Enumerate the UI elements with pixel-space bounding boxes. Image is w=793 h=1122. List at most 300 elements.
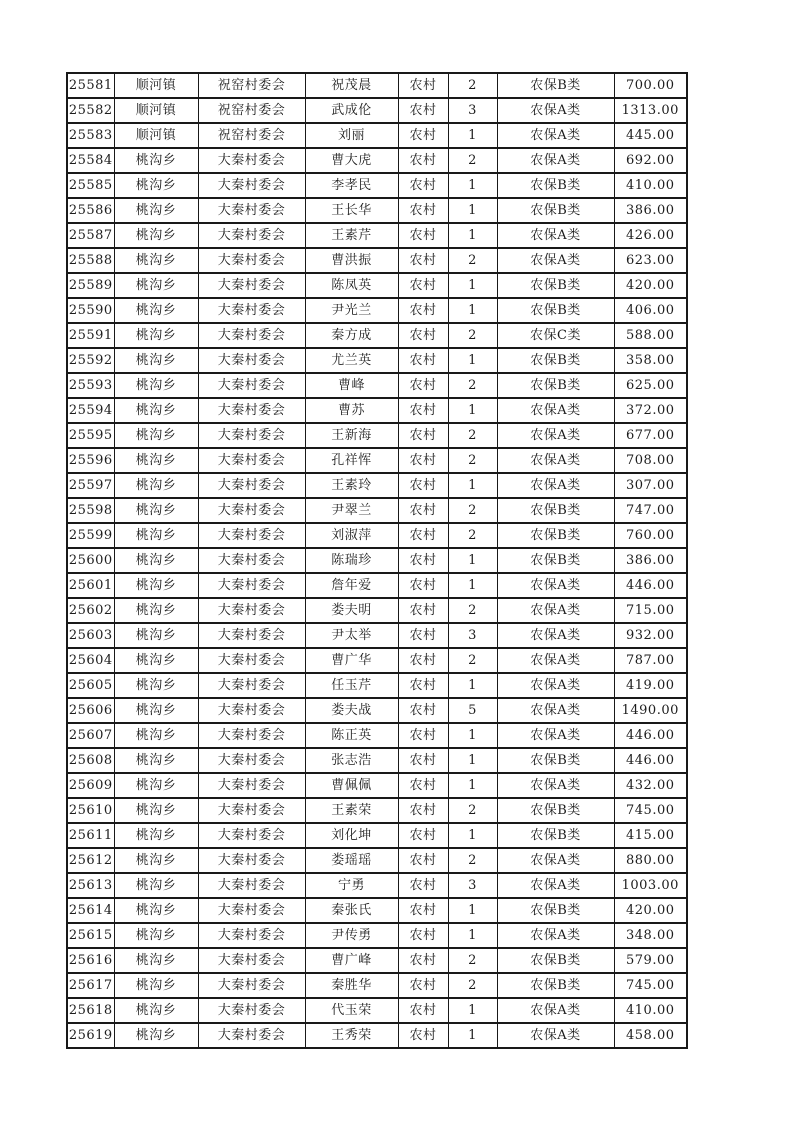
table-row	[67, 748, 687, 773]
cell-amount: 348.00	[614, 923, 687, 948]
cell-name: 陈瑞珍	[305, 548, 398, 573]
cell-category: 农保A类	[497, 923, 614, 948]
cell-category: 农保B类	[497, 898, 614, 923]
cell-count: 1	[448, 348, 497, 373]
cell-residence: 农村	[398, 448, 448, 473]
cell-residence: 农村	[398, 148, 448, 173]
cell-town: 桃沟乡	[114, 823, 198, 848]
cell-id: 25605	[67, 673, 114, 698]
cell-residence: 农村	[398, 898, 448, 923]
cell-id: 25594	[67, 398, 114, 423]
table-row	[67, 698, 687, 723]
table-row	[67, 298, 687, 323]
cell-residence: 农村	[398, 498, 448, 523]
cell-village: 大秦村委会	[198, 873, 305, 898]
table-row	[67, 498, 687, 523]
cell-village: 大秦村委会	[198, 548, 305, 573]
cell-category: 农保A类	[497, 448, 614, 473]
cell-name: 陈正英	[305, 723, 398, 748]
cell-town: 桃沟乡	[114, 548, 198, 573]
cell-residence: 农村	[398, 748, 448, 773]
cell-category: 农保B类	[497, 173, 614, 198]
cell-village: 祝窑村委会	[198, 98, 305, 123]
cell-count: 2	[448, 73, 497, 98]
cell-residence: 农村	[398, 398, 448, 423]
cell-village: 大秦村委会	[198, 223, 305, 248]
cell-amount: 745.00	[614, 973, 687, 998]
cell-amount: 787.00	[614, 648, 687, 673]
cell-amount: 415.00	[614, 823, 687, 848]
cell-category: 农保A类	[497, 673, 614, 698]
cell-name: 曹广华	[305, 648, 398, 673]
cell-town: 桃沟乡	[114, 523, 198, 548]
cell-count: 3	[448, 873, 497, 898]
cell-name: 曹峰	[305, 373, 398, 398]
cell-amount: 386.00	[614, 548, 687, 573]
cell-name: 曹广峰	[305, 948, 398, 973]
cell-amount: 406.00	[614, 298, 687, 323]
table-row	[67, 898, 687, 923]
cell-category: 农保B类	[497, 348, 614, 373]
cell-category: 农保B类	[497, 798, 614, 823]
cell-count: 1	[448, 273, 497, 298]
cell-category: 农保B类	[497, 73, 614, 98]
cell-category: 农保B类	[497, 973, 614, 998]
cell-village: 大秦村委会	[198, 698, 305, 723]
cell-amount: 358.00	[614, 348, 687, 373]
cell-village: 大秦村委会	[198, 323, 305, 348]
cell-count: 1	[448, 473, 497, 498]
table-row	[67, 648, 687, 673]
cell-id: 25608	[67, 748, 114, 773]
cell-town: 桃沟乡	[114, 623, 198, 648]
cell-amount: 410.00	[614, 173, 687, 198]
cell-category: 农保A类	[497, 623, 614, 648]
cell-count: 2	[448, 448, 497, 473]
cell-count: 1	[448, 823, 497, 848]
cell-count: 1	[448, 173, 497, 198]
cell-amount: 420.00	[614, 898, 687, 923]
cell-name: 曹佩佩	[305, 773, 398, 798]
cell-count: 2	[448, 598, 497, 623]
cell-village: 大秦村委会	[198, 598, 305, 623]
cell-village: 大秦村委会	[198, 973, 305, 998]
cell-residence: 农村	[398, 948, 448, 973]
cell-village: 大秦村委会	[198, 148, 305, 173]
table-row	[67, 373, 687, 398]
cell-village: 大秦村委会	[198, 723, 305, 748]
cell-town: 桃沟乡	[114, 273, 198, 298]
cell-id: 25583	[67, 123, 114, 148]
cell-amount: 372.00	[614, 398, 687, 423]
table-row	[67, 223, 687, 248]
table-row	[67, 348, 687, 373]
records-table-body	[67, 73, 687, 1048]
cell-town: 桃沟乡	[114, 948, 198, 973]
table-row	[67, 798, 687, 823]
cell-name: 尤兰英	[305, 348, 398, 373]
table-row	[67, 948, 687, 973]
cell-amount: 1003.00	[614, 873, 687, 898]
cell-village: 大秦村委会	[198, 798, 305, 823]
cell-amount: 446.00	[614, 723, 687, 748]
cell-town: 桃沟乡	[114, 223, 198, 248]
cell-residence: 农村	[398, 548, 448, 573]
cell-residence: 农村	[398, 598, 448, 623]
cell-category: 农保A类	[497, 1023, 614, 1048]
cell-id: 25585	[67, 173, 114, 198]
cell-residence: 农村	[398, 73, 448, 98]
table-row	[67, 873, 687, 898]
cell-id: 25604	[67, 648, 114, 673]
cell-id: 25616	[67, 948, 114, 973]
cell-village: 大秦村委会	[198, 648, 305, 673]
cell-category: 农保A类	[497, 698, 614, 723]
cell-residence: 农村	[398, 423, 448, 448]
cell-id: 25596	[67, 448, 114, 473]
cell-name: 尹翠兰	[305, 498, 398, 523]
cell-category: 农保B类	[497, 948, 614, 973]
cell-id: 25610	[67, 798, 114, 823]
table-row	[67, 573, 687, 598]
cell-name: 王新海	[305, 423, 398, 448]
cell-amount: 307.00	[614, 473, 687, 498]
cell-id: 25592	[67, 348, 114, 373]
cell-id: 25607	[67, 723, 114, 748]
cell-residence: 农村	[398, 798, 448, 823]
cell-id: 25586	[67, 198, 114, 223]
cell-category: 农保A类	[497, 723, 614, 748]
cell-village: 大秦村委会	[198, 573, 305, 598]
cell-name: 尹太举	[305, 623, 398, 648]
cell-count: 1	[448, 773, 497, 798]
cell-name: 张志浩	[305, 748, 398, 773]
cell-residence: 农村	[398, 848, 448, 873]
table-row	[67, 723, 687, 748]
cell-town: 桃沟乡	[114, 298, 198, 323]
cell-village: 大秦村委会	[198, 948, 305, 973]
cell-name: 王素芹	[305, 223, 398, 248]
cell-residence: 农村	[398, 998, 448, 1023]
cell-id: 25600	[67, 548, 114, 573]
cell-residence: 农村	[398, 98, 448, 123]
cell-amount: 625.00	[614, 373, 687, 398]
cell-id: 25584	[67, 148, 114, 173]
cell-count: 3	[448, 98, 497, 123]
cell-town: 桃沟乡	[114, 348, 198, 373]
cell-residence: 农村	[398, 223, 448, 248]
cell-name: 刘丽	[305, 123, 398, 148]
cell-town: 桃沟乡	[114, 1023, 198, 1048]
cell-count: 1	[448, 923, 497, 948]
cell-village: 大秦村委会	[198, 473, 305, 498]
cell-town: 桃沟乡	[114, 798, 198, 823]
cell-id: 25597	[67, 473, 114, 498]
cell-id: 25611	[67, 823, 114, 848]
cell-count: 2	[448, 523, 497, 548]
table-row	[67, 248, 687, 273]
cell-village: 大秦村委会	[198, 848, 305, 873]
cell-town: 桃沟乡	[114, 873, 198, 898]
table-row	[67, 848, 687, 873]
cell-residence: 农村	[398, 673, 448, 698]
cell-amount: 677.00	[614, 423, 687, 448]
cell-count: 2	[448, 848, 497, 873]
cell-village: 大秦村委会	[198, 1023, 305, 1048]
cell-amount: 579.00	[614, 948, 687, 973]
cell-town: 桃沟乡	[114, 473, 198, 498]
cell-id: 25612	[67, 848, 114, 873]
cell-name: 尹传勇	[305, 923, 398, 948]
cell-category: 农保B类	[497, 498, 614, 523]
cell-name: 王素玲	[305, 473, 398, 498]
cell-count: 1	[448, 398, 497, 423]
cell-category: 农保A类	[497, 123, 614, 148]
cell-name: 孔祥恽	[305, 448, 398, 473]
cell-id: 25615	[67, 923, 114, 948]
cell-residence: 农村	[398, 473, 448, 498]
cell-id: 25591	[67, 323, 114, 348]
cell-residence: 农村	[398, 823, 448, 848]
cell-name: 曹大虎	[305, 148, 398, 173]
cell-village: 大秦村委会	[198, 523, 305, 548]
cell-category: 农保A类	[497, 573, 614, 598]
cell-name: 王秀荣	[305, 1023, 398, 1048]
cell-town: 桃沟乡	[114, 773, 198, 798]
cell-residence: 农村	[398, 698, 448, 723]
cell-village: 大秦村委会	[198, 498, 305, 523]
table-row	[67, 923, 687, 948]
cell-residence: 农村	[398, 273, 448, 298]
cell-town: 桃沟乡	[114, 373, 198, 398]
cell-category: 农保A类	[497, 598, 614, 623]
cell-category: 农保B类	[497, 298, 614, 323]
cell-count: 1	[448, 898, 497, 923]
cell-town: 桃沟乡	[114, 573, 198, 598]
cell-amount: 446.00	[614, 573, 687, 598]
cell-village: 祝窑村委会	[198, 73, 305, 98]
cell-amount: 932.00	[614, 623, 687, 648]
cell-residence: 农村	[398, 173, 448, 198]
cell-residence: 农村	[398, 123, 448, 148]
cell-id: 25595	[67, 423, 114, 448]
cell-town: 桃沟乡	[114, 498, 198, 523]
table-row	[67, 273, 687, 298]
cell-count: 2	[448, 248, 497, 273]
cell-residence: 农村	[398, 573, 448, 598]
cell-residence: 农村	[398, 298, 448, 323]
table-row	[67, 1023, 687, 1048]
cell-residence: 农村	[398, 198, 448, 223]
cell-id: 25614	[67, 898, 114, 923]
cell-town: 桃沟乡	[114, 423, 198, 448]
cell-residence: 农村	[398, 248, 448, 273]
cell-amount: 419.00	[614, 673, 687, 698]
cell-town: 顺河镇	[114, 73, 198, 98]
cell-name: 祝茂晨	[305, 73, 398, 98]
cell-village: 大秦村委会	[198, 773, 305, 798]
cell-village: 大秦村委会	[198, 748, 305, 773]
table-row	[67, 423, 687, 448]
cell-village: 大秦村委会	[198, 673, 305, 698]
cell-village: 大秦村委会	[198, 898, 305, 923]
cell-category: 农保B类	[497, 373, 614, 398]
cell-id: 25606	[67, 698, 114, 723]
cell-name: 刘化坤	[305, 823, 398, 848]
cell-count: 2	[448, 973, 497, 998]
table-row	[67, 548, 687, 573]
cell-id: 25609	[67, 773, 114, 798]
cell-category: 农保A类	[497, 98, 614, 123]
cell-village: 大秦村委会	[198, 823, 305, 848]
cell-village: 大秦村委会	[198, 273, 305, 298]
cell-town: 桃沟乡	[114, 598, 198, 623]
cell-category: 农保B类	[497, 198, 614, 223]
cell-count: 1	[448, 123, 497, 148]
cell-town: 顺河镇	[114, 123, 198, 148]
cell-id: 25598	[67, 498, 114, 523]
cell-amount: 432.00	[614, 773, 687, 798]
cell-count: 5	[448, 698, 497, 723]
cell-residence: 农村	[398, 373, 448, 398]
cell-name: 尹光兰	[305, 298, 398, 323]
cell-village: 大秦村委会	[198, 198, 305, 223]
cell-residence: 农村	[398, 648, 448, 673]
cell-id: 25603	[67, 623, 114, 648]
cell-name: 秦方成	[305, 323, 398, 348]
cell-town: 桃沟乡	[114, 173, 198, 198]
cell-town: 桃沟乡	[114, 848, 198, 873]
cell-residence: 农村	[398, 623, 448, 648]
cell-amount: 692.00	[614, 148, 687, 173]
cell-town: 桃沟乡	[114, 973, 198, 998]
records-table	[66, 72, 688, 1049]
cell-amount: 410.00	[614, 998, 687, 1023]
cell-town: 桃沟乡	[114, 923, 198, 948]
table-row	[67, 773, 687, 798]
cell-village: 大秦村委会	[198, 998, 305, 1023]
table-row	[67, 598, 687, 623]
cell-id: 25601	[67, 573, 114, 598]
cell-category: 农保A类	[497, 998, 614, 1023]
cell-name: 秦胜华	[305, 973, 398, 998]
cell-category: 农保A类	[497, 423, 614, 448]
table-row	[67, 623, 687, 648]
cell-count: 1	[448, 673, 497, 698]
cell-village: 大秦村委会	[198, 398, 305, 423]
cell-count: 3	[448, 623, 497, 648]
cell-count: 2	[448, 798, 497, 823]
cell-town: 桃沟乡	[114, 198, 198, 223]
cell-count: 1	[448, 998, 497, 1023]
cell-count: 2	[448, 323, 497, 348]
cell-amount: 426.00	[614, 223, 687, 248]
cell-amount: 1313.00	[614, 98, 687, 123]
cell-amount: 747.00	[614, 498, 687, 523]
table-row	[67, 98, 687, 123]
cell-count: 1	[448, 748, 497, 773]
cell-name: 代玉荣	[305, 998, 398, 1023]
cell-residence: 农村	[398, 523, 448, 548]
cell-town: 桃沟乡	[114, 648, 198, 673]
cell-count: 1	[448, 573, 497, 598]
cell-category: 农保B类	[497, 523, 614, 548]
cell-amount: 445.00	[614, 123, 687, 148]
cell-id: 25593	[67, 373, 114, 398]
cell-category: 农保A类	[497, 148, 614, 173]
cell-town: 桃沟乡	[114, 323, 198, 348]
cell-count: 2	[448, 148, 497, 173]
cell-id: 25617	[67, 973, 114, 998]
cell-residence: 农村	[398, 1023, 448, 1048]
cell-residence: 农村	[398, 723, 448, 748]
table-row	[67, 448, 687, 473]
cell-name: 曹洪振	[305, 248, 398, 273]
cell-village: 大秦村委会	[198, 923, 305, 948]
cell-village: 大秦村委会	[198, 298, 305, 323]
cell-village: 大秦村委会	[198, 248, 305, 273]
table-row	[67, 473, 687, 498]
cell-category: 农保B类	[497, 748, 614, 773]
cell-count: 2	[448, 373, 497, 398]
cell-name: 曹苏	[305, 398, 398, 423]
cell-residence: 农村	[398, 348, 448, 373]
cell-town: 桃沟乡	[114, 148, 198, 173]
table-row	[67, 73, 687, 98]
cell-id: 25589	[67, 273, 114, 298]
cell-amount: 623.00	[614, 248, 687, 273]
cell-name: 王素荣	[305, 798, 398, 823]
cell-name: 李孝民	[305, 173, 398, 198]
cell-category: 农保A类	[497, 873, 614, 898]
cell-id: 25613	[67, 873, 114, 898]
cell-category: 农保A类	[497, 248, 614, 273]
cell-category: 农保B类	[497, 548, 614, 573]
cell-name: 娄夫战	[305, 698, 398, 723]
cell-town: 桃沟乡	[114, 723, 198, 748]
table-row	[67, 398, 687, 423]
cell-name: 詹年爱	[305, 573, 398, 598]
table-row	[67, 148, 687, 173]
cell-name: 陈凤英	[305, 273, 398, 298]
cell-name: 娄夫明	[305, 598, 398, 623]
cell-residence: 农村	[398, 773, 448, 798]
cell-id: 25599	[67, 523, 114, 548]
cell-count: 1	[448, 198, 497, 223]
cell-id: 25588	[67, 248, 114, 273]
cell-amount: 386.00	[614, 198, 687, 223]
cell-amount: 446.00	[614, 748, 687, 773]
cell-village: 大秦村委会	[198, 348, 305, 373]
cell-count: 2	[448, 423, 497, 448]
table-row	[67, 323, 687, 348]
cell-town: 桃沟乡	[114, 698, 198, 723]
cell-amount: 745.00	[614, 798, 687, 823]
cell-name: 武成伦	[305, 98, 398, 123]
cell-amount: 760.00	[614, 523, 687, 548]
cell-town: 桃沟乡	[114, 448, 198, 473]
cell-town: 顺河镇	[114, 98, 198, 123]
cell-village: 大秦村委会	[198, 423, 305, 448]
cell-id: 25582	[67, 98, 114, 123]
table-row	[67, 673, 687, 698]
cell-count: 1	[448, 723, 497, 748]
cell-amount: 700.00	[614, 73, 687, 98]
cell-name: 刘淑萍	[305, 523, 398, 548]
cell-category: 农保B类	[497, 273, 614, 298]
cell-name: 娄瑶瑶	[305, 848, 398, 873]
cell-count: 1	[448, 1023, 497, 1048]
